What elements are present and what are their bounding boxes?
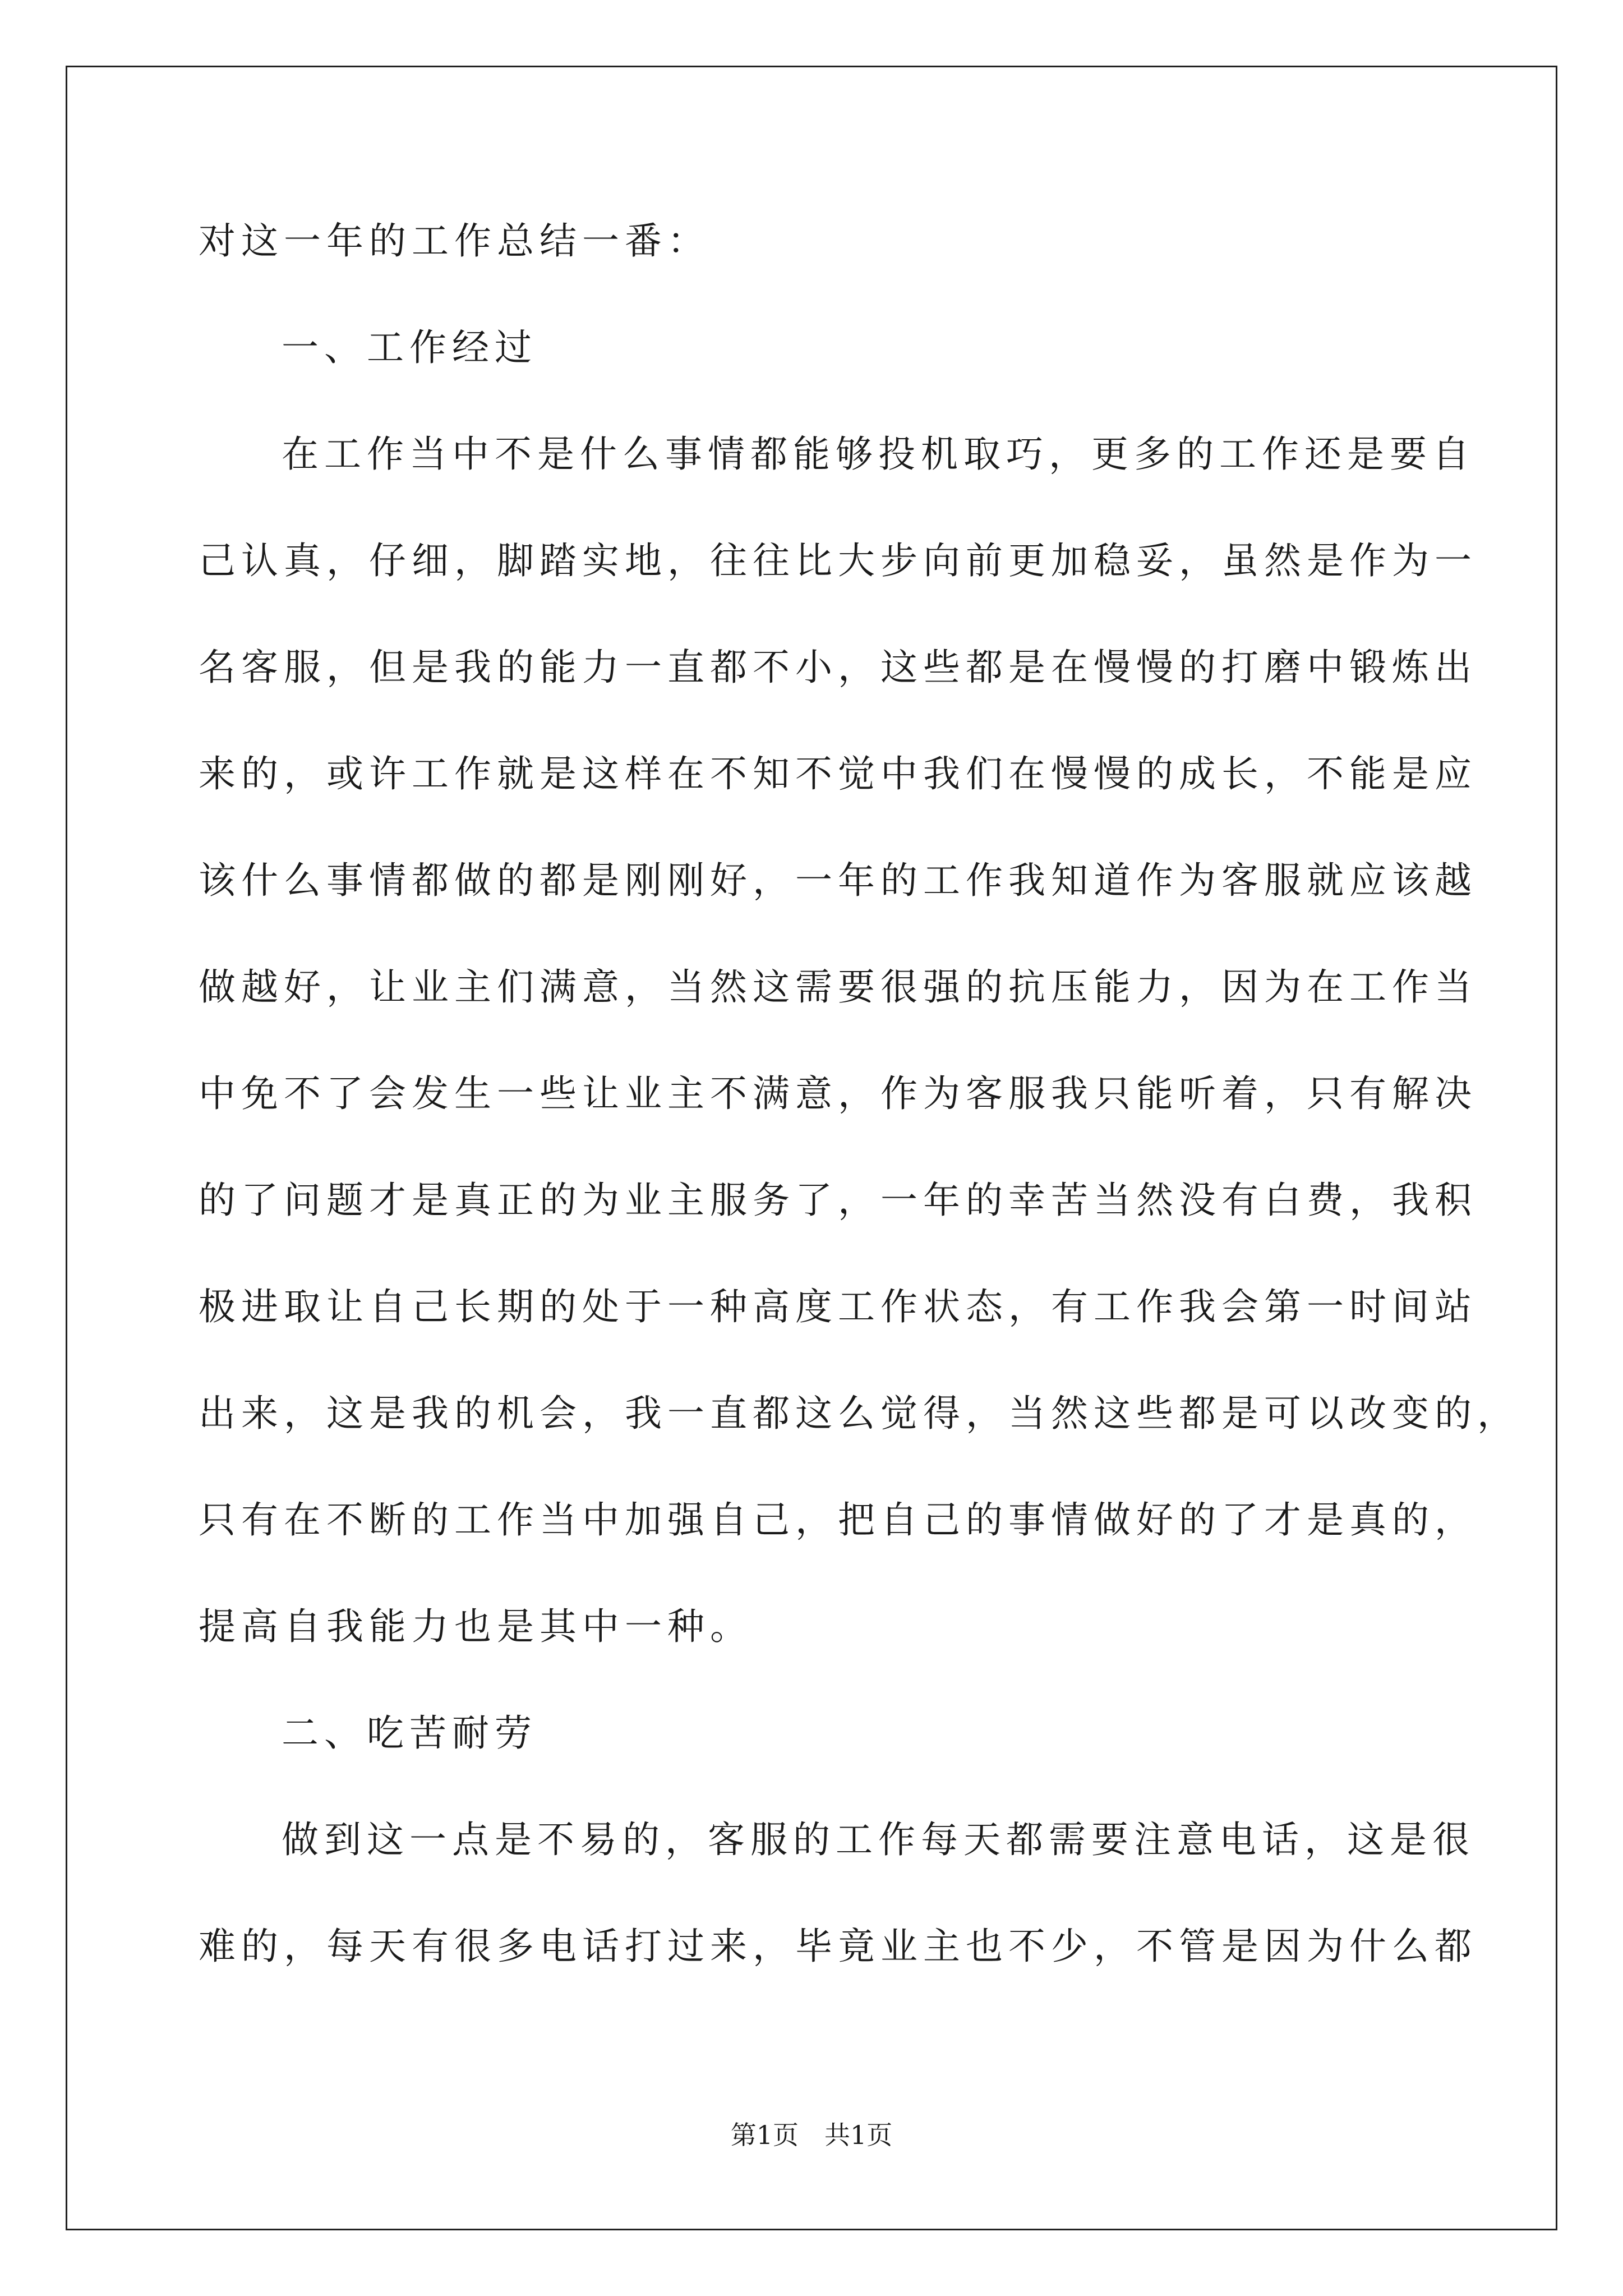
text-line: 己认真，仔细，脚踏实地，往往比大步向前更加稳妥，虽然是作为一 (199, 539, 1477, 582)
text-line: 在工作当中不是什么事情都能够投机取巧，更多的工作还是要自 (282, 432, 1475, 476)
text-line: 做到这一点是不易的，客服的工作每天都需要注意电话，这是很 (282, 1818, 1475, 1861)
text-line: 中免不了会发生一些让业主不满意，作为客服我只能听着，只有解决 (199, 1072, 1477, 1115)
text-line: 出来，这是我的机会，我一直都这么觉得，当然这些都是可以改变的， (199, 1392, 1520, 1435)
text-line: 只有在不断的工作当中加强自己，把自己的事情做好的了才是真的， (199, 1498, 1477, 1542)
section-heading: 二、吃苦耐劳 (282, 1711, 537, 1755)
page-footer: 第1页 共1页 (730, 2120, 893, 2150)
text-line: 的了问题才是真正的为业主服务了，一年的幸苦当然没有白费，我积 (199, 1179, 1477, 1222)
text-line: 提高自我能力也是其中一种。 (199, 1605, 753, 1648)
text-line: 名客服，但是我的能力一直都不小，这些都是在慢慢的打磨中锻炼出 (199, 646, 1477, 689)
text-line: 难的，每天有很多电话打过来，毕竟业主也不少，不管是因为什么都 (199, 1925, 1477, 1968)
text-line: 该什么事情都做的都是刚刚好，一年的工作我知道作为客服就应该越 (199, 859, 1477, 902)
text-line: 来的，或许工作就是这样在不知不觉中我们在慢慢的成长，不能是应 (199, 752, 1477, 795)
page-border (66, 66, 1557, 2230)
section-heading: 一、工作经过 (282, 326, 537, 369)
text-line: 极进取让自己长期的处于一种高度工作状态，有工作我会第一时间站 (199, 1285, 1477, 1328)
text-line: 做越好，让业主们满意，当然这需要很强的抗压能力，因为在工作当 (199, 965, 1477, 1009)
text-line: 对这一年的工作总结一番： (199, 219, 710, 263)
